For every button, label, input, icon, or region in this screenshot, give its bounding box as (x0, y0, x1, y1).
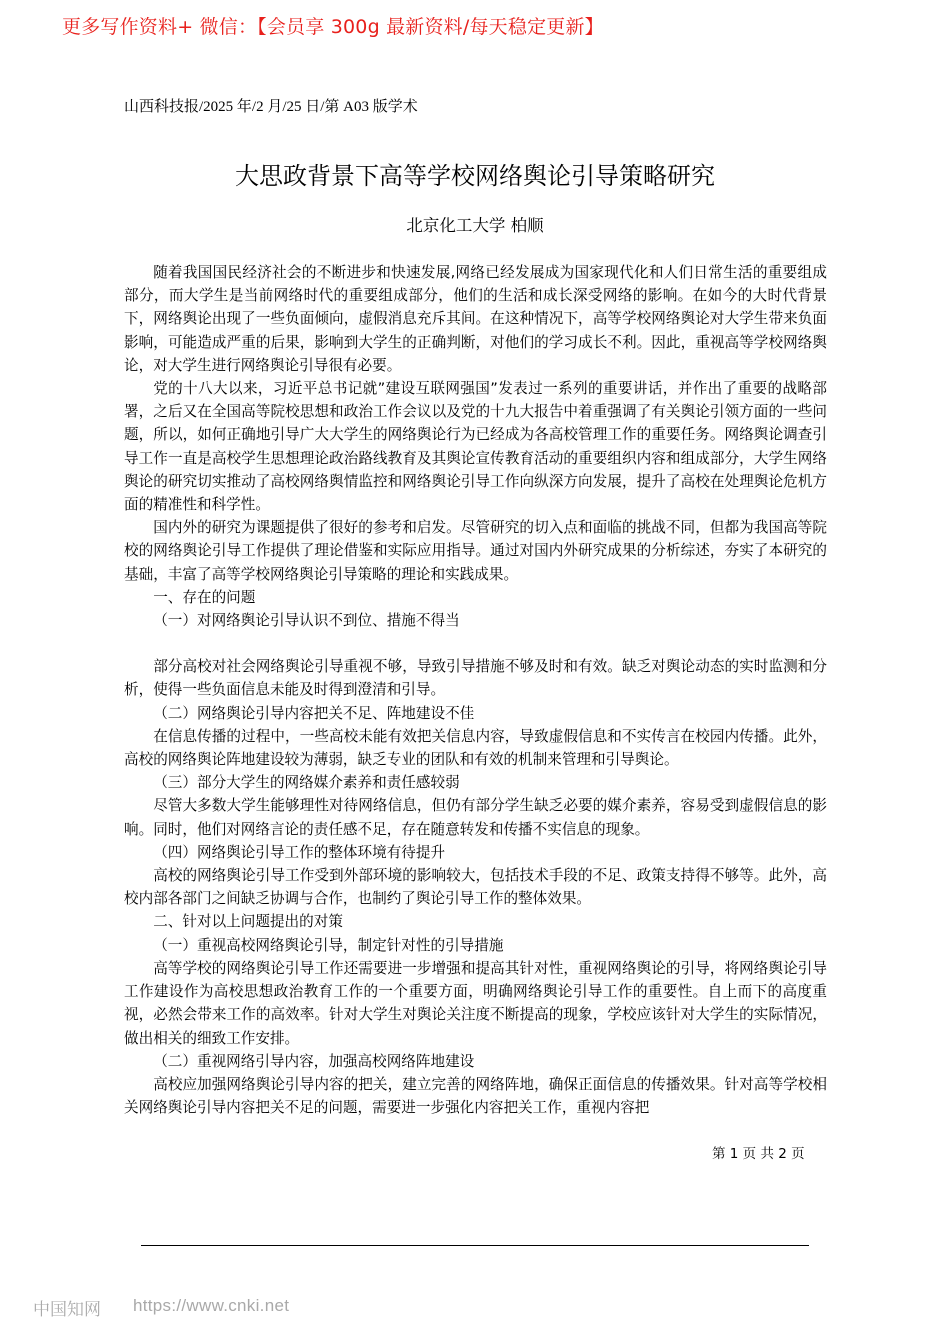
article-author: 北京化工大学 柏顺 (406, 216, 544, 235)
paragraph: 尽管大多数大学生能够理性对待网络信息，但仍有部分学生缺乏必要的媒介素养，容易受到虚假信息的影响。同时，他们对网络言论的责任感不足，存在随意转发和传播不实信息的现象。 (124, 797, 827, 838)
subsection-heading: （二）重视网络引导内容，加强高校网络阵地建设 (153, 1052, 475, 1070)
subsection-heading: （四）网络舆论引导工作的整体环境有待提升 (153, 843, 446, 861)
paragraph: 党的十八大以来，习近平总书记就”建设互联网强国”发表过一系列的重要讲话，并作出了重要的战略部署，之后又在全国高等院校思想和政治工作会议以及党的十九大报告中着重强调了有关舆论引领方面的一些问题，所以，如何正确地引导广大大学生的网络舆论行为已经成为各高校管理工作的重要任务。网络舆论调查引导工作一直是高校学生思想理论政治路线教育及其舆论宣传教育活动的重要组织内容和组成部分，大学生网络舆论的研究切实推动了高校网络舆情监控和网络舆论引导工作向纵深方向发展，提升了高校在处理舆论危机方面的精准性和科学性。 (124, 380, 827, 514)
subsection-heading: （二）网络舆论引导内容把关不足、阵地建设不佳 (153, 704, 475, 722)
paragraph: 高校的网络舆论引导工作受到外部环境的影响较大，包括技术手段的不足、政策支持得不够等。此外，高校内部各部门之间缺乏协调与合作，也制约了舆论引导工作的整体效果。 (124, 867, 827, 908)
article-title: 大思政背景下高等学校网络舆论引导策略研究 (235, 162, 715, 190)
subsection-heading: （三）部分大学生的网络媒介素养和责任感较弱 (153, 774, 460, 792)
cnki-watermark-logo: 中国知网 (33, 1300, 101, 1320)
paragraph: 随着我国国民经济社会的不断进步和快速发展,网络已经发展成为国家现代化和人们日常生活的重要组成部分，而大学生是当前网络时代的重要组成部分，他们的生活和成长深受网络的影响。在如今的大时代背景下，网络舆论出现了一些负面倾向，虚假消息充斥其间。在这种情况下，高等学校网络舆论对大学生带来负面影响，可能造成严重的后果，影响到大学生的正确判断，对他们的学习成长不利。因此，重视高等学校网络舆论，对大学生进行网络舆论引导很有必要。 (124, 264, 827, 374)
page-number: 第 1 页 共 2 页 (712, 1146, 805, 1162)
paragraph: 高校应加强网络舆论引导内容的把关，建立完善的网络阵地，确保正面信息的传播效果。针对高等学校相关网络舆论引导内容把关不足的问题，需要进一步强化内容把关工作，重视内容把 (124, 1075, 827, 1117)
paragraph: 部分高校对社会网络舆论引导重视不够，导致引导措施不够及时和有效。缺乏对舆论动态的实时监测和分析，使得一些负面信息未能及时得到澄清和引导。 (124, 658, 827, 699)
paragraph: 国内外的研究为课题提供了很好的参考和启发。尽管研究的切入点和面临的挑战不同，但都为我国高等院校的网络舆论引导工作提供了理论借鉴和实际应用指导。通过对国内外研究成果的分析综述，夯实了本研究的基础，丰富了高等学校网络舆论引导策略的理论和实践成果。 (124, 519, 827, 583)
promo-banner[interactable]: 更多写作资料+ 微信：【会员享 300g 最新资料/每天稳定更新】 (62, 16, 604, 38)
section-heading: 二、针对以上问题提出的对策 (153, 913, 343, 931)
paragraph: 高等学校的网络舆论引导工作还需要进一步增强和提高其针对性，重视网络舆论的引导，将网络舆论引导工作建设作为高校思想政治教育工作的一个重要方面，明确网络舆论引导工作的重要性。自上而下的高度重视，必然会带来工作的高效率。针对大学生对舆论关注度不断提高的现象，学校应该针对大学生的实际情况，做出相关的细致工作安排。 (124, 959, 827, 1047)
source-line: 山西科技报/2025 年/2 月/25 日/第 A03 版学术 (124, 99, 418, 115)
subsection-heading: （一）对网络舆论引导认识不到位、措施不得当 (153, 612, 460, 630)
section-heading: 一、存在的问题 (153, 588, 256, 606)
article-body (124, 261, 827, 1119)
footer-divider (141, 1245, 809, 1246)
cnki-watermark-url: https://www.cnki.net (133, 1296, 290, 1315)
subsection-heading: （一）重视高校网络舆论引导，制定针对性的引导措施 (153, 936, 504, 954)
paragraph: 在信息传播的过程中，一些高校未能有效把关信息内容，导致虚假信息和不实传言在校园内传播。此外，高校的网络舆论阵地建设较为薄弱，缺乏专业的团队和有效的机制来管理和引导舆论。 (124, 727, 827, 769)
